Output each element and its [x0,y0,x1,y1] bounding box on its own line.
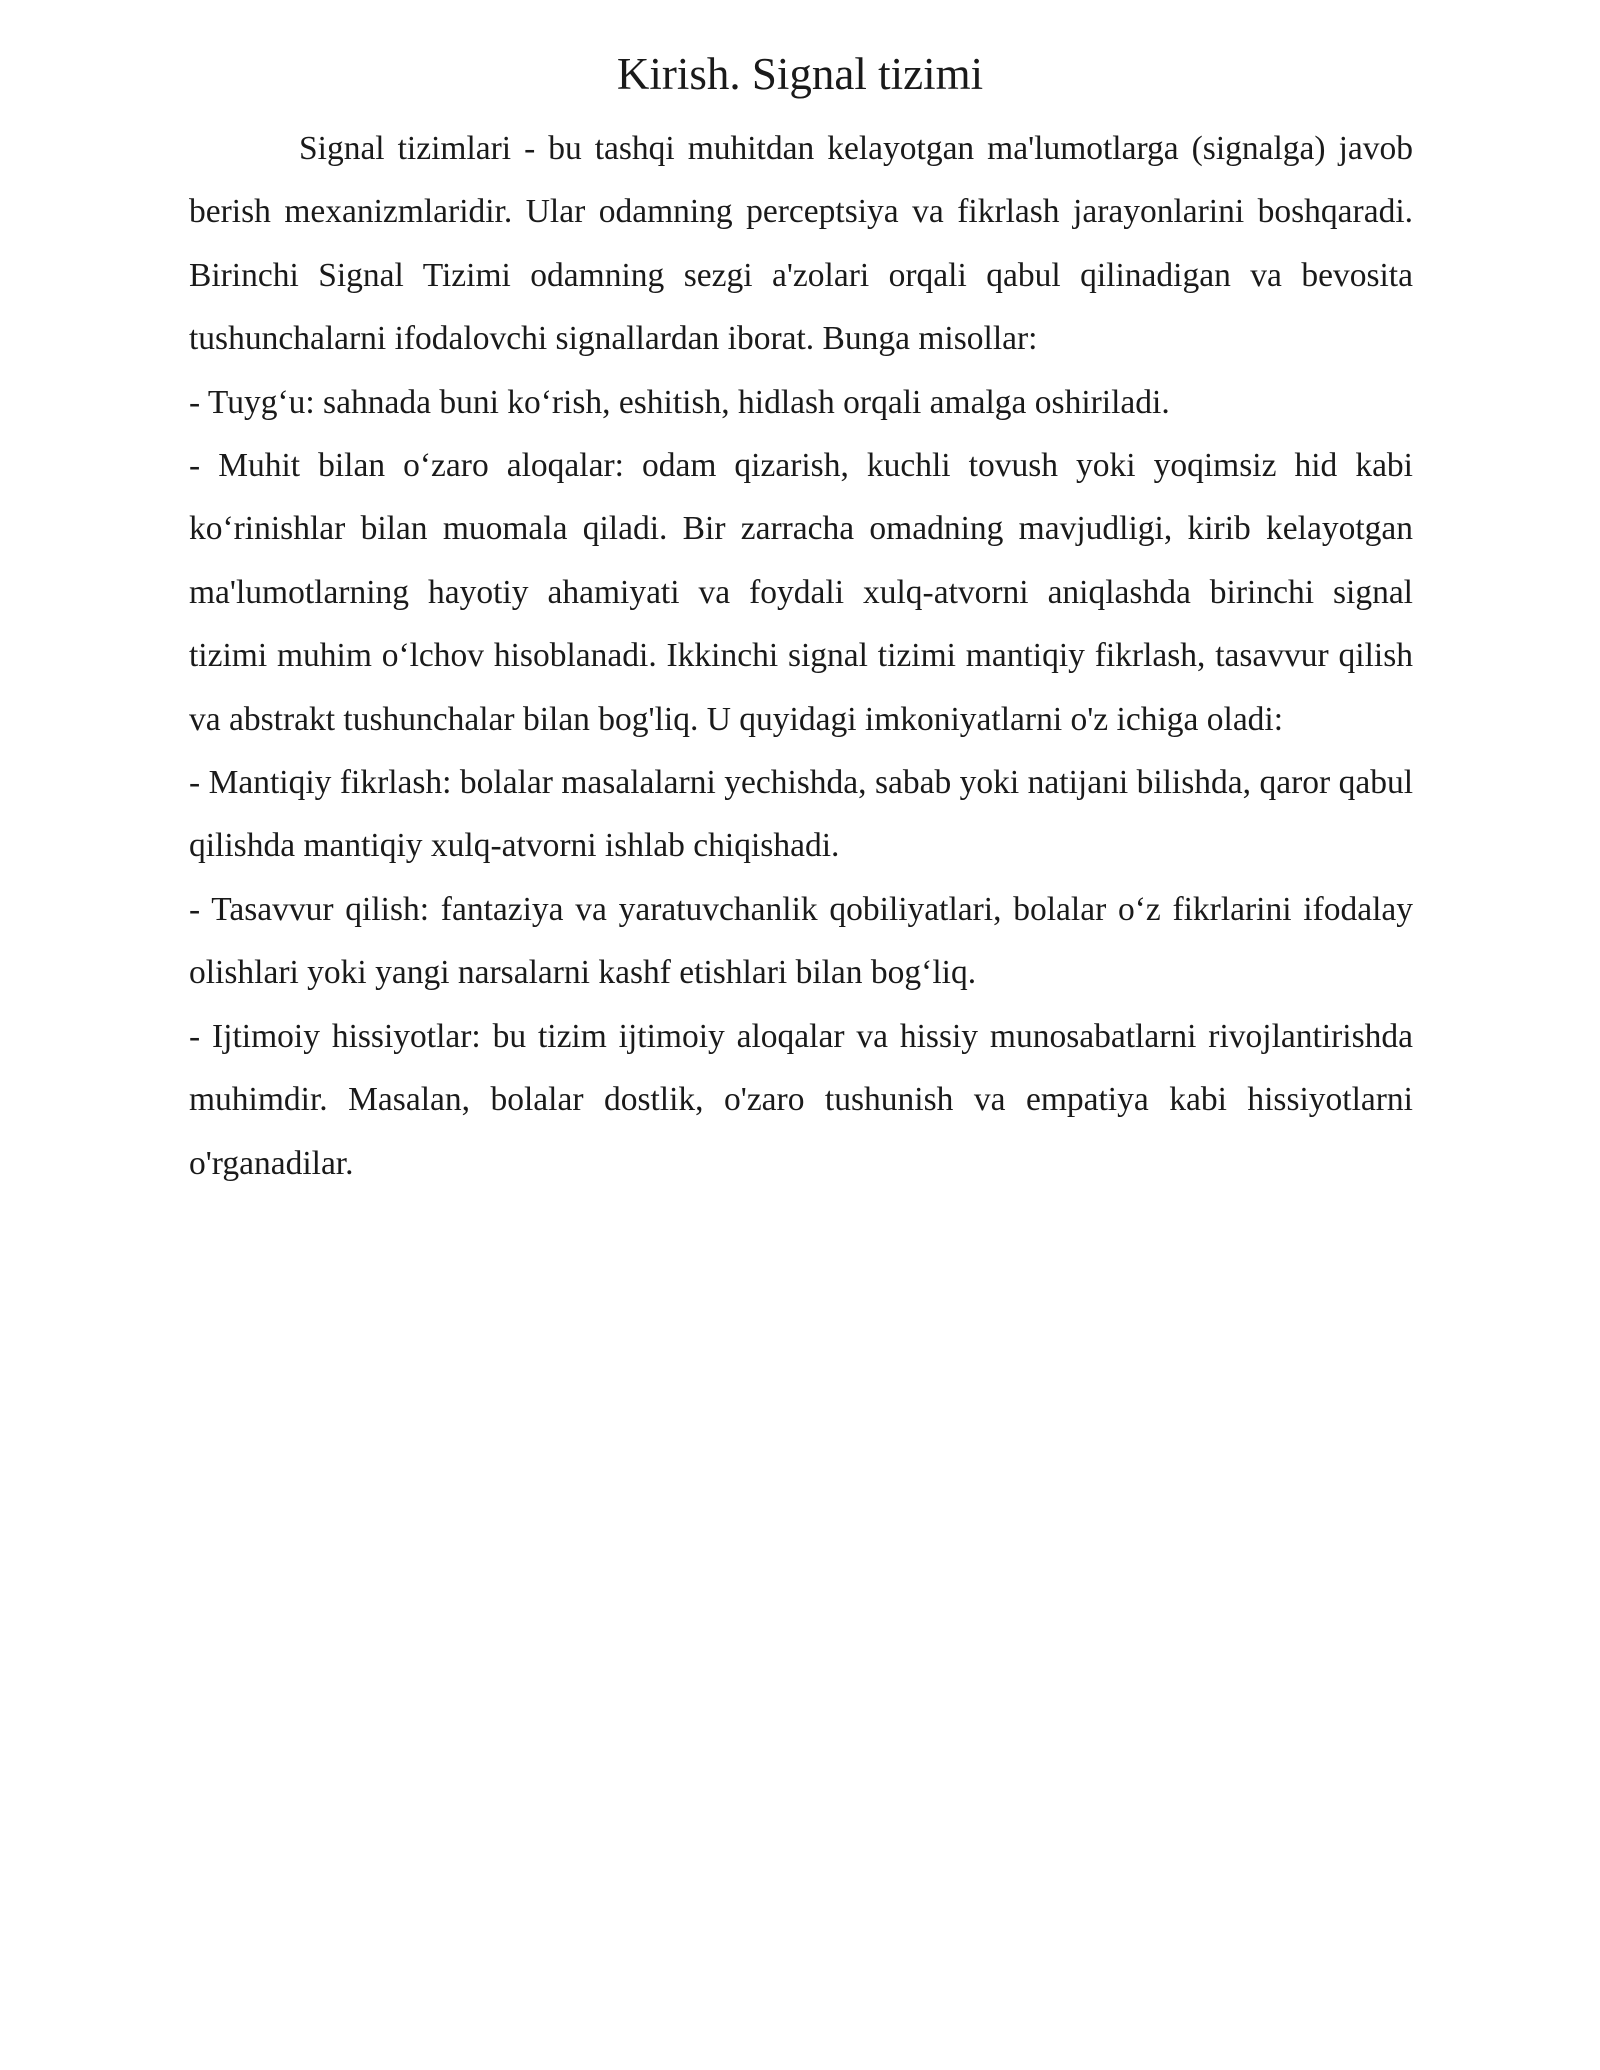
page-title: Kirish. Signal tizimi [616,49,984,99]
paragraph-imagination: - Tasavvur qilish: fantaziya va yaratuvchanlik qobiliyatlari, bolalar o‘z fikrlarini ifodalay olishlari yoki yangi narsalarni kashf etishlari bilan bog‘liq. [189,890,1413,992]
paragraph-intro: Signal tizimlari - bu tashqi muhitdan kelayotgan ma'lumotlarga (signalga) javob berish mexanizmlaridir. Ular odamning perceptsiya va fikrlash jarayonlarini boshqaradi. Birinchi Signal Tizimi odamning sezgi a'zolari orqali qabul qilinadigan va bevosita tushunchalarni ifodalovchi signallardan iborat. Bunga misollar: [189,130,1413,358]
paragraph-social-emotions: - Ijtimoiy hissiyotlar: bu tizim ijtimoiy aloqalar va hissiy munosabatlarni rivojlantirishda muhimdir. Masalan, bolalar dostlik, o'zaro tushunish va empatiya kabi hissiyotlarni o'rganadilar. [189,1017,1413,1182]
paragraph-feeling: - Tuyg‘u: sahnada buni ko‘rish, eshitish, hidlash orqali amalga oshiriladi. [189,383,1170,421]
paragraph-environment: - Muhit bilan o‘zaro aloqalar: odam qizarish, kuchli tovush yoki yoqimsiz hid kabi ko‘rinishlar bilan muomala qiladi. Bir zarracha omadning mavjudligi, kirib kelayotgan ma'lumotlarning hayotiy ahamiyati va foydali xulq-atvorni aniqlashda birinchi signal tizimi muhim o‘lchov hisoblanadi. Ikkinchi signal tizimi mantiqiy fikrlash, tasavvur qilish va abstrakt tushunchalar bilan bog'liq. U quyidagi imkoniyatlarni o'z ichiga oladi: [189,447,1413,738]
paragraph-logical-thinking: - Mantiqiy fikrlash: bolalar masalalarni yechishda, sabab yoki natijani bilishda, qaror qabul qilishda mantiqiy xulq-atvorni ishlab chiqishadi. [189,764,1413,865]
document-body [189,117,1413,1195]
